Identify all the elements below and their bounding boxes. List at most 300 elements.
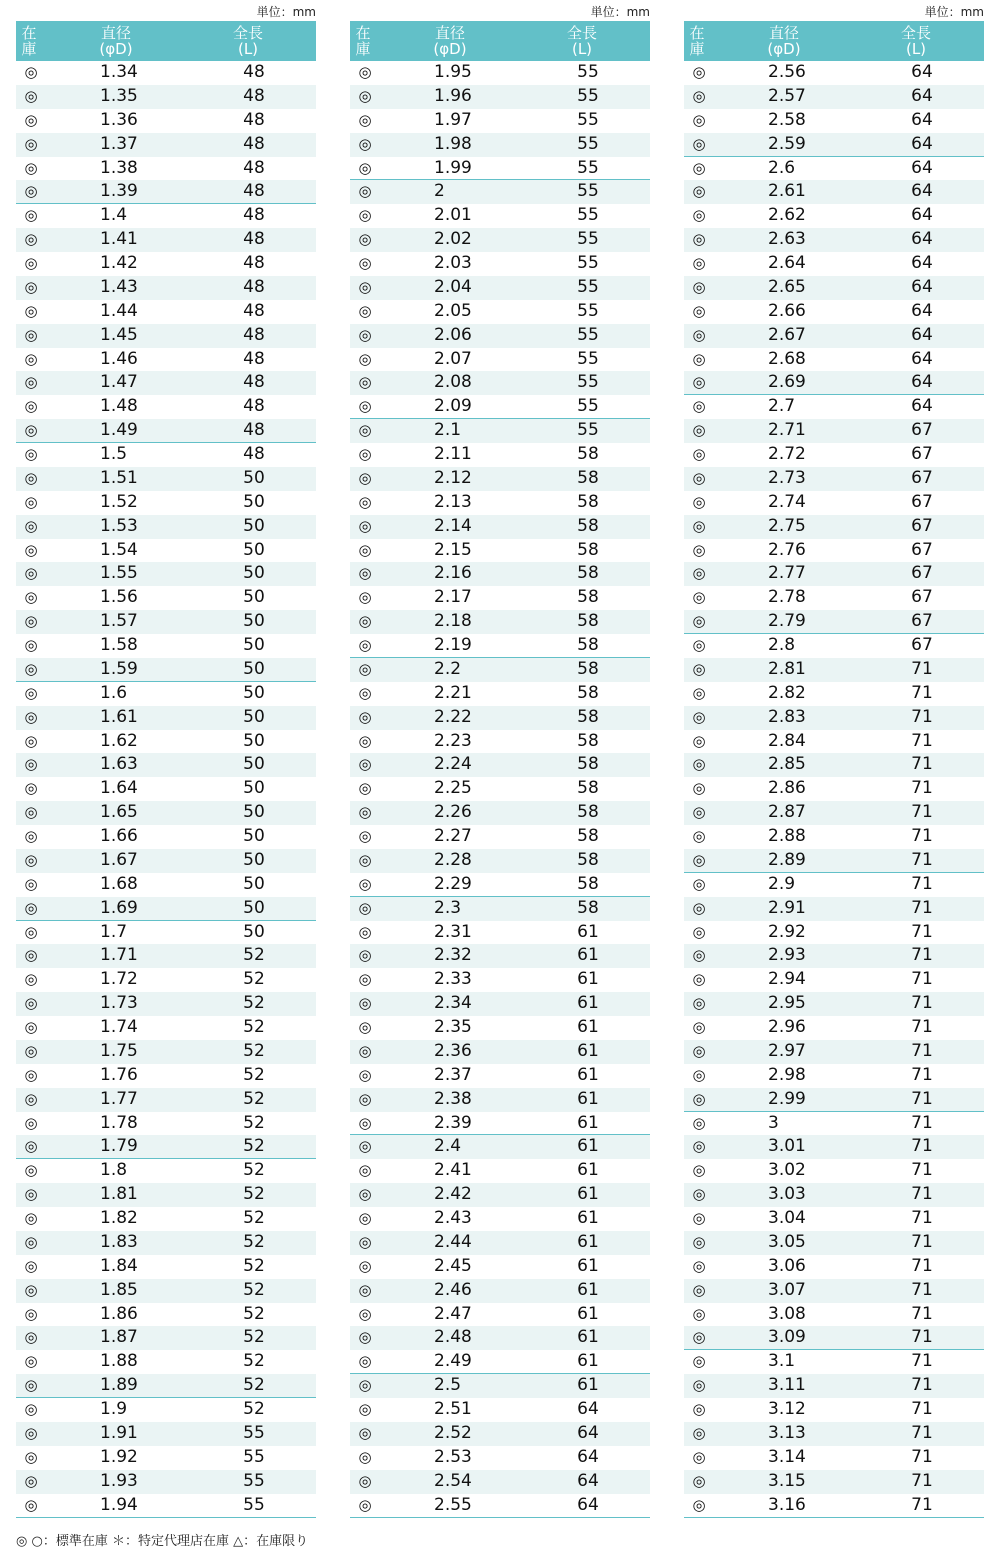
diameter-cell: 2.65 [768,276,806,297]
table-row [684,992,984,1016]
length-cell: 61 [577,1208,599,1228]
table-end-line [350,1517,650,1518]
table-row [350,371,650,395]
stock-status: ◎ [358,182,372,201]
stock-status: ◎ [358,1041,372,1060]
diameter-cell: 1.51 [100,467,138,488]
table-row [684,658,984,682]
length-cell: 58 [577,682,599,703]
diameter-cell: 2.52 [434,1422,472,1443]
table-row [16,1183,316,1207]
length-cell: 71 [911,1303,933,1324]
diameter-cell: 2.61 [768,181,806,202]
diameter-cell: 2.86 [768,778,806,799]
diameter-cell: 2.78 [768,587,806,608]
table-row [684,467,984,491]
stock-status: ◎ [692,86,706,105]
stock-status: ◎ [24,206,38,225]
table-row [350,276,650,300]
diameter-cell: 1.71 [100,945,138,966]
stock-status: ◎ [692,1495,706,1514]
length-cell: 52 [243,1064,265,1085]
stock-status: ◎ [358,922,372,941]
length-cell: 48 [243,324,265,345]
stock-status: ◎ [358,1089,372,1108]
table-row [16,849,316,873]
stock-status: ◎ [692,492,706,511]
length-cell: 58 [577,826,599,846]
length-cell: 64 [911,205,933,226]
length-cell: 61 [577,945,599,966]
table-row [350,658,650,682]
stock-status: ◎ [692,277,706,296]
stock-status: ◎ [24,516,38,535]
diameter-cell: 1.69 [100,897,138,918]
length-cell: 52 [243,1040,265,1061]
length-cell: 52 [243,1136,265,1157]
length-cell: 67 [911,420,933,441]
length-cell: 50 [243,802,265,823]
length-cell: 50 [243,921,265,942]
stock-status: ◎ [24,659,38,678]
stock-status: ◎ [358,86,372,105]
stock-status: ◎ [692,349,706,368]
stock-status: ◎ [24,1232,38,1251]
diameter-cell: 2.32 [434,945,472,966]
stock-status: ◎ [24,588,38,607]
length-cell: 67 [911,491,933,512]
table-row [16,204,316,228]
diameter-cell: 2.01 [434,205,472,226]
table-row [350,1374,650,1398]
diameter-cell: 2 [434,181,445,202]
stock-status: ◎ [24,254,38,272]
length-cell: 48 [243,253,265,273]
table-row [16,1446,316,1470]
table-row [350,562,650,586]
stock-status: ◎ [358,277,372,296]
stock-status: ◎ [24,182,38,201]
length-cell: 71 [911,1088,933,1109]
stock-status: ◎ [358,755,372,774]
stock-status: ◎ [24,1256,38,1275]
length-cell: 58 [577,611,599,632]
diameter-cell: 1.58 [100,635,138,655]
diameter-cell: 2.95 [768,993,806,1014]
length-cell: 48 [243,181,265,202]
length-cell: 50 [243,658,265,679]
length-cell: 52 [243,1399,265,1419]
stock-status: ◎ [24,325,38,344]
length-cell: 64 [911,276,933,297]
table-row [684,897,984,921]
table-row [16,1422,316,1446]
length-cell: 58 [577,563,599,584]
stock-status: ◎ [692,827,706,845]
diameter-cell: 2.62 [768,205,806,226]
length-cell: 61 [577,1184,599,1205]
table-row [684,825,984,849]
table-row [16,1040,316,1064]
length-cell: 50 [243,826,265,846]
table-row [684,1303,984,1327]
table-row [16,467,316,491]
table-row [350,921,650,945]
length-cell: 64 [911,85,933,106]
table-row [16,610,316,634]
diameter-cell: 2.76 [768,539,806,560]
length-cell: 64 [911,253,933,273]
length-cell: 48 [243,372,265,393]
table-row [350,944,650,968]
length-cell: 52 [243,1279,265,1300]
table-row [350,1064,650,1088]
diameter-cell: 2.07 [434,348,472,369]
diameter-cell: 2.24 [434,754,472,775]
stock-status: ◎ [358,970,372,989]
length-cell: 50 [243,515,265,536]
diameter-cell: 2.25 [434,778,472,799]
table-row [684,157,984,181]
table-row [16,61,316,85]
table-row [16,85,316,109]
diameter-cell: 3.09 [768,1327,806,1348]
stock-status: ◎ [692,1471,706,1490]
diameter-cell: 2.67 [768,324,806,345]
length-cell: 61 [577,1231,599,1252]
length-cell: 50 [243,587,265,608]
table-row [16,300,316,324]
stock-status: ◎ [358,1304,372,1323]
diameter-cell: 2.66 [768,300,806,321]
table-column-2 [350,3,650,1518]
table-row [684,1374,984,1398]
length-cell: 64 [911,324,933,345]
length-cell: 50 [243,491,265,512]
length-cell: 58 [577,658,599,679]
table-row [16,825,316,849]
diameter-cell: 1.84 [100,1255,138,1276]
length-cell: 64 [911,300,933,321]
stock-status: ◎ [24,1089,38,1108]
length-cell: 52 [243,1255,265,1276]
stock-status: ◎ [692,206,706,225]
table-row [16,634,316,658]
diameter-cell: 2.3 [434,897,462,918]
stock-status: ◎ [692,1041,706,1060]
diameter-cell: 2.83 [768,706,806,727]
diameter-cell: 1.92 [100,1446,138,1467]
length-cell: 61 [577,1279,599,1300]
stock-status: ◎ [24,1423,38,1442]
table-row [684,491,984,515]
stock-status: ◎ [24,492,38,511]
table-row [684,873,984,897]
table-row [684,1231,984,1255]
diameter-cell: 3.12 [768,1399,806,1419]
stock-status: ◎ [358,468,372,487]
diameter-cell: 1.86 [100,1303,138,1324]
diameter-cell: 2.48 [434,1327,472,1348]
length-cell: 71 [911,993,933,1014]
stock-status: ◎ [24,1304,38,1323]
diameter-cell: 2.47 [434,1303,472,1324]
stock-status: ◎ [24,86,38,105]
length-cell: 61 [577,1327,599,1348]
stock-status: ◎ [24,636,38,654]
table-header [16,21,316,61]
diameter-cell: 2.21 [434,682,472,703]
stock-status: ◎ [24,110,38,129]
stock-status: ◎ [24,63,38,81]
table-row [684,753,984,777]
length-cell: 61 [577,969,599,990]
length-cell: 52 [243,1112,265,1133]
length-cell: 55 [577,253,599,273]
diameter-cell: 1.59 [100,658,138,679]
table-row [350,467,650,491]
length-cell: 58 [577,778,599,799]
stock-status: ◎ [24,850,38,869]
length-cell: 48 [243,133,265,154]
table-row [350,1159,650,1183]
length-cell: 58 [577,635,599,655]
diameter-cell: 2.98 [768,1064,806,1085]
diameter-cell: 1.96 [434,85,472,106]
length-cell: 61 [577,1017,599,1037]
diameter-cell: 2.79 [768,611,806,632]
diameter-cell: 3.13 [768,1422,806,1443]
length-cell: 52 [243,1208,265,1228]
table-row [16,1494,316,1518]
length-cell: 55 [577,85,599,106]
diameter-cell: 2.04 [434,276,472,297]
stock-status: ◎ [358,1018,372,1036]
stock-status: ◎ [692,707,706,726]
stock-status: ◎ [358,731,372,750]
table-row [350,1303,650,1327]
table-row [684,1398,984,1422]
stock-status: ◎ [692,254,706,272]
table-row [16,491,316,515]
table-row [350,753,650,777]
length-cell: 52 [243,1184,265,1205]
table-row [684,133,984,157]
table-row [350,491,650,515]
length-cell: 71 [911,1040,933,1061]
stock-status: ◎ [692,301,706,320]
table-row [684,1159,984,1183]
stock-status: ◎ [692,445,706,463]
header-length: 全長 (L) [566,24,597,58]
diameter-cell: 2.8 [768,635,796,655]
table-row [16,1374,316,1398]
length-cell: 64 [911,157,933,178]
stock-status: ◎ [692,1209,706,1227]
stock-status: ◎ [358,898,372,917]
length-cell: 71 [911,1136,933,1157]
diameter-cell: 1.73 [100,993,138,1014]
table-row [684,61,984,85]
length-cell: 58 [577,467,599,488]
stock-status: ◎ [24,755,38,774]
table-row [684,1494,984,1518]
length-cell: 52 [243,969,265,990]
length-cell: 61 [577,1064,599,1085]
table-row [350,1446,650,1470]
diameter-cell: 1.48 [100,396,138,417]
stock-status: ◎ [24,468,38,487]
stock-status: ◎ [358,63,372,81]
stock-status: ◎ [692,158,706,177]
diameter-cell: 1.56 [100,587,138,608]
length-cell: 55 [577,133,599,154]
stock-status: ◎ [358,206,372,225]
length-cell: 50 [243,849,265,870]
table-row [350,1183,650,1207]
stock-status: ◎ [358,994,372,1013]
stock-status: ◎ [692,755,706,774]
diameter-cell: 2.64 [768,253,806,273]
table-row [350,157,650,181]
length-cell: 64 [911,181,933,202]
stock-status: ◎ [358,445,372,463]
diameter-cell: 1.93 [100,1470,138,1491]
diameter-cell: 2.4 [434,1136,462,1157]
stock-status: ◎ [692,779,706,798]
length-cell: 55 [577,396,599,417]
table-row [684,1279,984,1303]
table-row [350,1470,650,1494]
stock-status: ◎ [358,1328,372,1347]
table-row [350,85,650,109]
diameter-cell: 2.75 [768,515,806,536]
table-row [350,992,650,1016]
length-cell: 48 [243,205,265,226]
stock-status: ◎ [692,325,706,344]
table-row [16,682,316,706]
length-cell: 48 [243,300,265,321]
table-row [350,777,650,801]
stock-status: ◎ [358,1471,372,1490]
stock-status: ◎ [692,588,706,607]
diameter-cell: 2.31 [434,921,472,942]
table-row [350,324,650,348]
length-cell: 64 [577,1446,599,1467]
table-row [684,1326,984,1350]
length-cell: 55 [577,62,599,82]
diameter-cell: 1.43 [100,276,138,297]
stock-status: ◎ [358,492,372,511]
diameter-cell: 1.99 [434,157,472,178]
diameter-cell: 2.33 [434,969,472,990]
stock-status: ◎ [24,349,38,368]
stock-status: ◎ [692,373,706,392]
stock-status: ◎ [358,540,372,559]
diameter-cell: 1.65 [100,802,138,823]
table-row [16,539,316,563]
table-row [684,539,984,563]
length-cell: 64 [911,109,933,130]
diameter-cell: 2.99 [768,1088,806,1109]
length-cell: 64 [911,133,933,154]
table-header [684,21,984,61]
length-cell: 50 [243,611,265,632]
length-cell: 55 [577,372,599,393]
stock-status: ◎ [692,898,706,917]
stock-status: ◎ [358,874,372,893]
length-cell: 71 [911,1017,933,1037]
legend: ◎ ○：標準在庫 ＊：特定代理店在庫 △：在庫限り [16,1534,309,1549]
table-row [350,395,650,419]
stock-status: ◎ [358,612,372,631]
length-cell: 58 [577,539,599,560]
stock-status: ◎ [358,1065,372,1084]
diameter-cell: 1.41 [100,229,138,250]
table-row [16,1159,316,1183]
length-cell: 55 [243,1494,265,1515]
stock-status: ◎ [358,636,372,654]
table-row [684,1040,984,1064]
length-cell: 48 [243,444,265,464]
stock-status: ◎ [358,1113,372,1132]
table-row [16,730,316,754]
table-row [16,371,316,395]
diameter-cell: 1.94 [100,1494,138,1515]
stock-status: ◎ [358,134,372,153]
diameter-cell: 2.18 [434,611,472,632]
length-cell: 50 [243,897,265,918]
diameter-cell: 1.44 [100,300,138,321]
stock-status: ◎ [692,1400,706,1418]
table-row [684,443,984,467]
length-cell: 52 [243,1327,265,1348]
stock-status: ◎ [692,1018,706,1036]
table-row [350,348,650,372]
diameter-cell: 2.77 [768,563,806,584]
stock-status: ◎ [358,850,372,869]
diameter-cell: 1.47 [100,372,138,393]
table-row [16,348,316,372]
diameter-cell: 1.82 [100,1208,138,1228]
diameter-cell: 2.89 [768,849,806,870]
length-cell: 58 [577,515,599,536]
table-row [684,730,984,754]
stock-status: ◎ [358,1495,372,1514]
diameter-cell: 2.6 [768,157,796,178]
table-row [350,682,650,706]
length-cell: 67 [911,467,933,488]
diameter-cell: 1.9 [100,1399,128,1419]
stock-status: ◎ [358,1209,372,1227]
table-row [350,610,650,634]
stock-status: ◎ [24,1185,38,1204]
diameter-cell: 2.68 [768,348,806,369]
length-cell: 61 [577,1136,599,1157]
stock-status: ◎ [24,1376,38,1395]
table-row [684,682,984,706]
table-row [350,1326,650,1350]
diameter-cell: 1.45 [100,324,138,345]
diameter-cell: 2.43 [434,1208,472,1228]
table-row [684,276,984,300]
length-cell: 50 [243,467,265,488]
table-row [16,1279,316,1303]
diameter-cell: 1.78 [100,1112,138,1133]
stock-status: ◎ [24,827,38,845]
table-row [16,1207,316,1231]
diameter-cell: 1.35 [100,85,138,106]
